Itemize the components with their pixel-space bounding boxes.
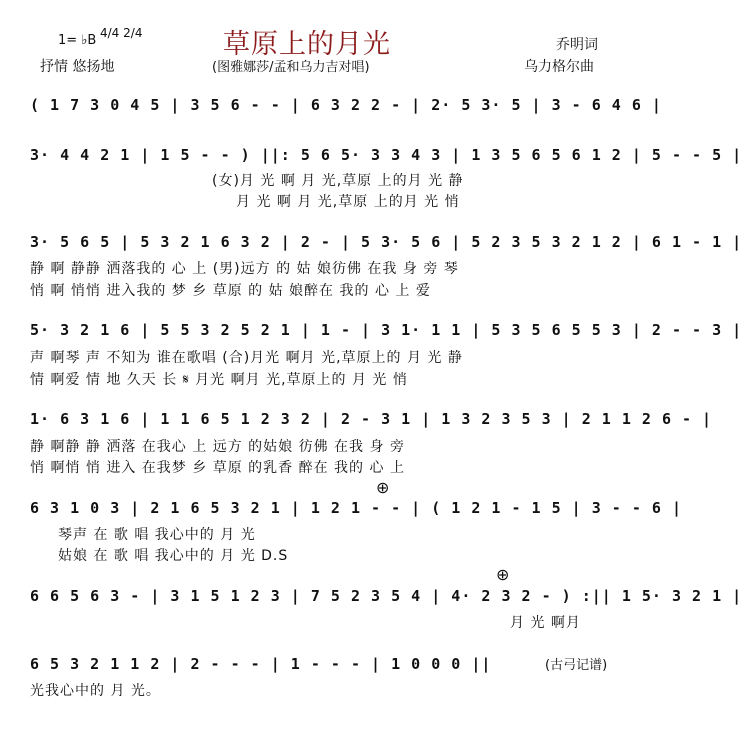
singers-credit: (图雅娜莎/孟和乌力吉对唱) [212,60,370,75]
lyric-row-6-verse-1: 琴声 在 歌 唱 我心中的 月 光 [58,527,256,543]
notation-row-2: 3· 4 4 2 1 | 1 5 - - ) ||: 5 6 5· 3 3 4 3 | 1 3 5 6 5 6 1 2 | 5 - - 5 | [30,146,742,164]
lyric-row-3-verse-2: 悄 啊 悄悄 进入我的 梦 乡 草原 的 姑 娘醉在 我的 心 上 爱 [30,283,431,299]
lyric-row-4-verse-1: 声 啊琴 声 不知为 谁在歌唱 (合)月光 啊月 光,草原上的 月 光 静 [30,350,463,366]
lyric-row-3-verse-1: 静 啊 静静 洒落我的 心 上 (男)远方 的 姑 娘彷佛 在我 身 旁 琴 [30,261,459,277]
coda-sign-2: ⊕ [496,565,510,584]
meter-2: 2/4 [123,26,143,40]
key-signature: 1= ♭B [58,33,97,48]
coda-sign-1: ⊕ [376,478,390,497]
notation-row-5: 1· 6 3 1 6 | 1 1 6 5 1 2 3 2 | 2 - 3 1 | 1 3 2 3 5 3 | 2 1 1 2 6 - | [30,410,713,428]
composer-credit: 乌力格尔曲 [524,59,594,75]
lyric-row-6-verse-2: 姑娘 在 歌 唱 我心中的 月 光 D.S [58,548,289,564]
notation-row-1: ( 1 7 3 0 4 5 | 3 5 6 - - | 6 3 2 2 - | 2· 5 3· 5 | 3 - 6 4 6 | [30,96,662,114]
notation-row-6: 6 3 1 0 3 | 2 1 6 5 3 2 1 | 1 2 1 - - | ( 1 2 1 - 1 5 | 3 - - 6 | [30,499,682,517]
notation-row-7: 6 6 5 6 3 - | 3 1 5 1 2 3 | 7 5 2 3 5 4 | 4· 2 3 2 - ) :|| 1 5· 3 2 1 | [30,587,742,605]
lyric-row-7: 月 光 啊月 [510,615,581,631]
transcriber-note: (古弓记谱) [545,658,608,673]
lyric-row-4-verse-2: 情 啊爱 情 地 久天 长 𝄋 月光 啊月 光,草原上的 月 光 悄 [30,372,408,388]
song-title: 草原上的月光 [223,29,391,60]
lyric-row-5-verse-2: 悄 啊悄 悄 进入 在我梦 乡 草原 的乳香 醉在 我的 心 上 [30,460,405,476]
lyric-row-8: 光我心中的 月 光。 [30,683,161,699]
lyric-row-5-verse-1: 静 啊静 静 洒落 在我心 上 远方 的姑娘 彷佛 在我 身 旁 [30,439,405,455]
lyric-row-2-verse-1: (女)月 光 啊 月 光,草原 上的月 光 静 [212,173,464,189]
notation-row-3: 3· 5 6 5 | 5 3 2 1 6 3 2 | 2 - | 5 3· 5 6 | 5 2 3 5 3 2 1 2 | 6 1 - 1 | [30,233,742,251]
lyricist-credit: 乔明词 [556,37,598,53]
meter-1: 4/4 [100,26,120,40]
tempo-marking: 抒情 悠扬地 [40,59,115,75]
notation-row-8: 6 5 3 2 1 1 2 | 2 - - - | 1 - - - | 1 0 0 0 || [30,655,492,673]
time-signature [100,28,142,39]
lyric-row-2-verse-2: 月 光 啊 月 光,草原 上的月 光 悄 [236,194,460,210]
notation-row-4: 5· 3 2 1 6 | 5 5 3 2 5 2 1 | 1 - | 3 1· 1 1 | 5 3 5 6 5 5 3 | 2 - - 3 | [30,321,742,339]
